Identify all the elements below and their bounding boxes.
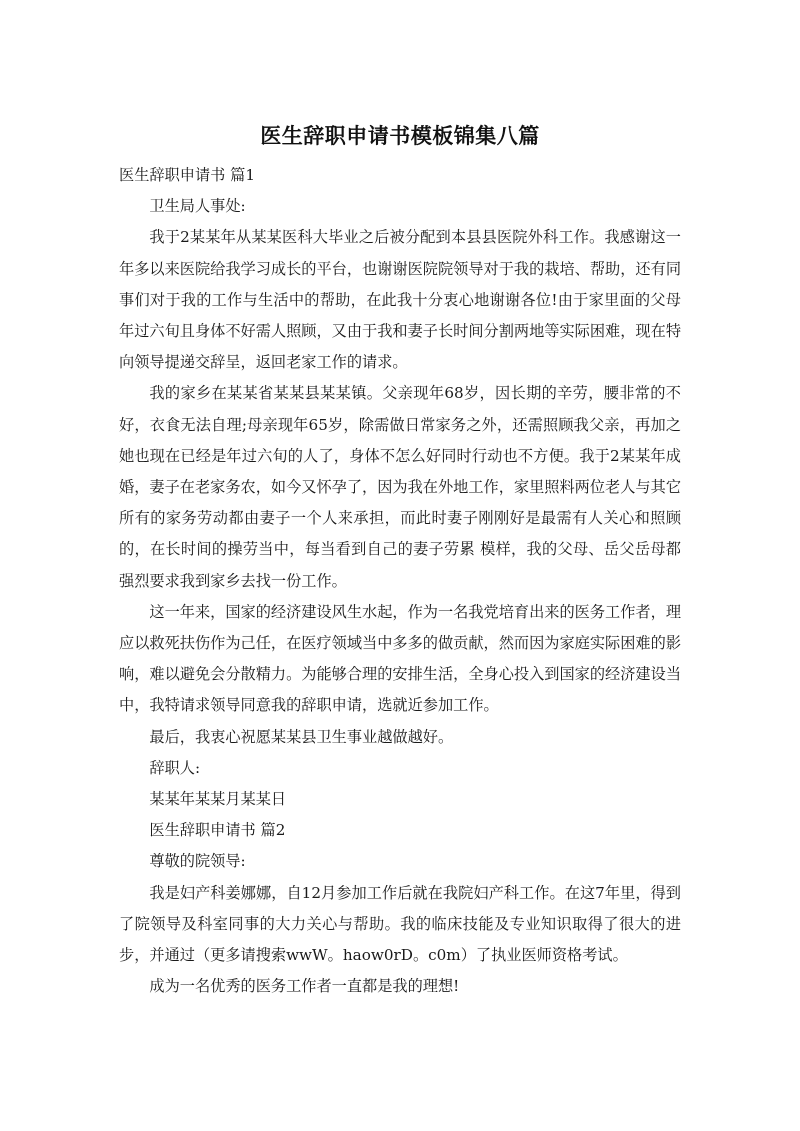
body-paragraph: 这一年来，国家的经济建设风生水起，作为一名我党培育出来的医务工作者，理应以救死扶伤作为己任，在医疗领域当中多多的做贡献，然而因为家庭实际困难的影响，难以避免会分散精力。为能够合理的安排生活，全身心投入到国家的经济建设当中，我特请求领导同意我的辞职申请，选就近参加工作。 xyxy=(119,602,681,715)
signature-label: 辞职人: xyxy=(149,758,201,777)
closing-line: 最后，我衷心祝愿某某县卫生事业越做越好。 xyxy=(149,727,454,746)
date-line: 某某年某某月某某日 xyxy=(149,790,287,809)
section-heading-2: 医生辞职申请书 篇2 xyxy=(149,821,286,840)
body-paragraph: 我于2某某年从某某医科大毕业之后被分配到本县县医院外科工作。我感谢这一年多以来医院给我学习成长的平台，也谢谢医院院领导对于我的栽培、帮助，还有同事们对于我的工作与生活中的帮助，在此我十分衷心地谢谢各位!由于家里面的父母年过六旬且身体不好需人照顾，又由于我和妻子长时间分割两地等实际困难，现在特向领导提递交辞呈，返回老家工作的请求。 xyxy=(119,228,681,372)
document-body xyxy=(119,160,681,1002)
section-heading-1: 医生辞职申请书 篇1 xyxy=(119,166,255,184)
document-title: 医生辞职申请书模板锦集八篇 xyxy=(260,124,540,148)
body-paragraph: 我是妇产科姜娜娜，自12月参加工作后就在我院妇产科工作。在这7年里，得到了院领导及科室同事的大力关心与帮助。我的临床技能及专业知识取得了很大的进步，并通过（更多请搜索wwW。haow0rD。c0m）了执业医师资格考试。 xyxy=(119,883,681,965)
salutation-2: 尊敬的院领导: xyxy=(149,852,246,871)
body-paragraph: 我的家乡在某某省某某县某某镇。父亲现年68岁，因长期的辛劳，腰非常的不好，衣食无法自理;母亲现年65岁，除需做日常家务之外，还需照顾我父亲，再加之她也现在已经是年过六旬的人了，身体不怎么好同时行动也不方便。我于2某某年成婚，妻子在老家务农，如今又怀孕了，因为我在外地工作，家里照料两位老人与其它所有的家务劳动都由妻子一个人来承担，而此时妻子刚刚好是最需有人关心和照顾的，在长时间的操劳当中，每当看到自己的妻子劳累 模样，我的父母、岳父岳母都强烈要求我到家乡去找一份工作。 xyxy=(119,384,681,590)
salutation-1: 卫生局人事处: xyxy=(149,197,246,216)
body-paragraph: 成为一名优秀的医务工作者一直都是我的理想! xyxy=(149,977,460,996)
